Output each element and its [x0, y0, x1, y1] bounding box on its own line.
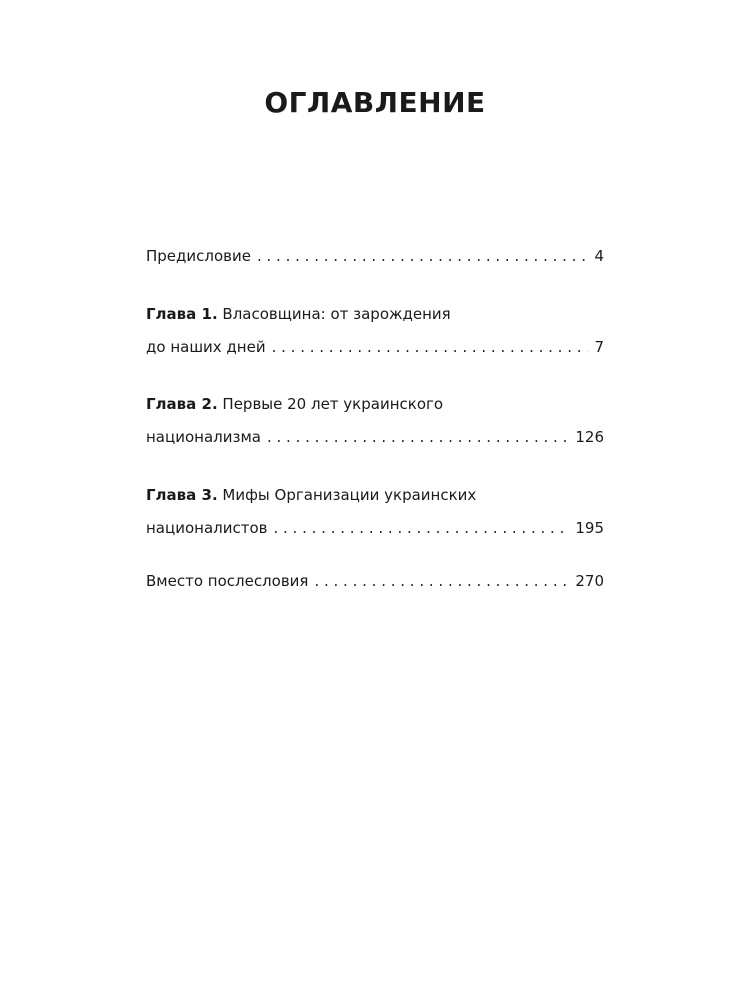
dot-leader — [257, 240, 588, 273]
toc-entry-title: Предисловие — [146, 247, 251, 265]
toc-entry-title — [146, 297, 451, 331]
dot-leader — [272, 331, 589, 364]
toc-entry-line — [146, 240, 604, 273]
dot-leader — [267, 421, 569, 454]
chapter-label: Глава 2. — [146, 395, 218, 413]
toc-entry-line — [146, 421, 604, 454]
toc-entry-line — [146, 478, 604, 512]
toc-entry-line — [146, 565, 604, 598]
toc-entry-chapter-3[interactable] — [146, 478, 604, 545]
toc-page-number: 7 — [594, 338, 604, 356]
toc-page-number: 270 — [575, 572, 604, 590]
toc-entry-chapter-2[interactable] — [146, 387, 604, 454]
chapter-title-line-2: до наших дней — [146, 338, 266, 356]
toc-entry-chapter-1[interactable] — [146, 297, 604, 364]
toc-entry-line — [146, 512, 604, 545]
toc-entry-afterword[interactable] — [146, 565, 604, 598]
table-of-contents — [146, 240, 604, 598]
toc-page-number: 4 — [594, 247, 604, 265]
dot-leader — [273, 512, 569, 545]
chapter-label: Глава 3. — [146, 486, 218, 504]
chapter-title-line-1: Мифы Организации украинских — [222, 486, 477, 504]
toc-entry-title — [146, 478, 476, 512]
page-title: ОГЛАВЛЕНИЕ — [264, 86, 486, 119]
toc-entry-title: Вместо послесловия — [146, 572, 309, 590]
toc-page-number: 195 — [575, 519, 604, 537]
toc-entry-line — [146, 387, 604, 421]
chapter-label: Глава 1. — [146, 305, 218, 323]
chapter-title-line-2: национализма — [146, 428, 261, 446]
chapter-title-line-1: Первые 20 лет украинского — [222, 395, 444, 413]
dot-leader — [314, 565, 569, 598]
toc-entry-line — [146, 297, 604, 331]
chapter-title-line-2: националистов — [146, 519, 268, 537]
chapter-title-line-1: Власовщина: от зарождения — [222, 305, 451, 323]
toc-page-number: 126 — [575, 428, 604, 446]
toc-entry-line — [146, 331, 604, 364]
toc-entry-title — [146, 387, 443, 421]
toc-entry-preface[interactable] — [146, 240, 604, 273]
